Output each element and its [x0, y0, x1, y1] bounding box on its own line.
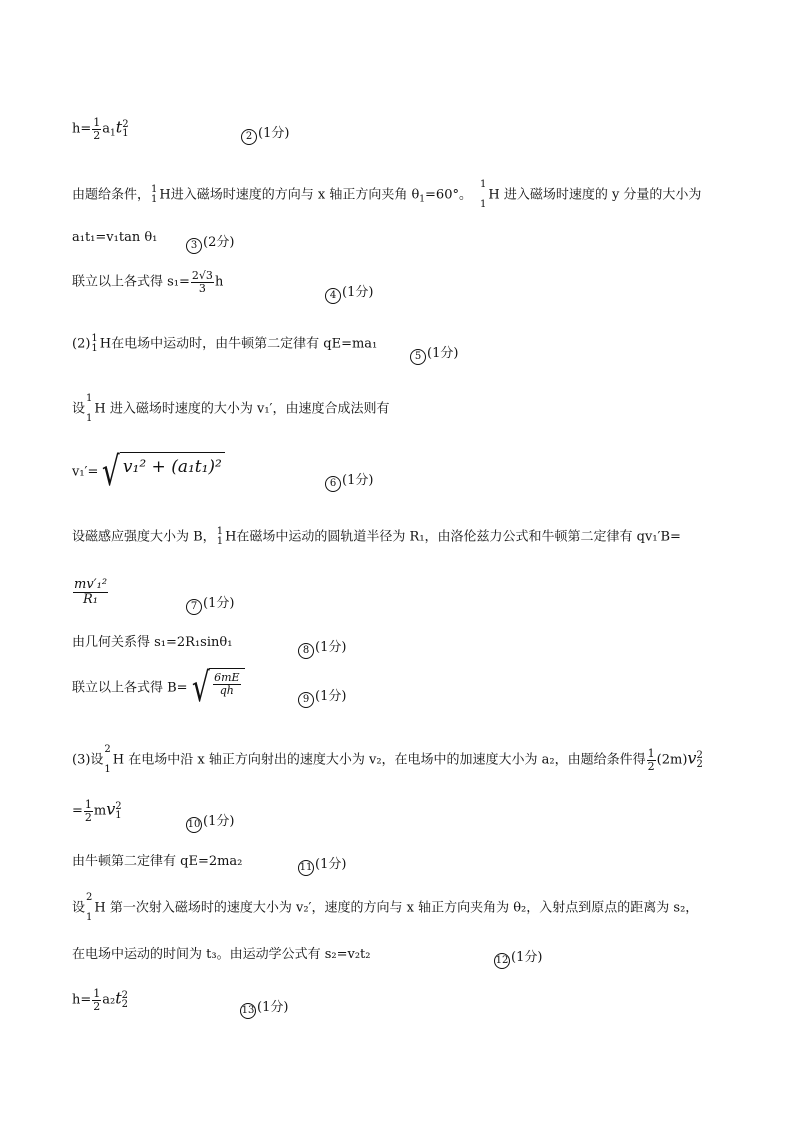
fraction-half: $\frac{1}{2}$ [84, 798, 92, 824]
score-mark-10: 10 (1分) [186, 810, 234, 833]
score-mark-7: 7 (1分) [186, 592, 234, 615]
eq-h-a1t1: h= $\frac{1}{2}$ $a_1t$ 2 1 [72, 116, 129, 142]
isotope-notation: 1 1 [86, 393, 93, 424]
score-mark-8: 8 (1分) [298, 636, 346, 659]
isotope-notation: 1 1 [479, 179, 487, 210]
isotope-notation: 2 1 [86, 892, 93, 923]
eq-s1-geometry: 由几何关系得 s₁=2R₁sinθ₁ [72, 635, 233, 650]
score-mark-9: 9 (1分) [298, 685, 346, 708]
fraction: $\frac{2√3}{3}$ [191, 269, 213, 295]
text-line-part2: (2) 1 1 H在电场中运动时，由牛顿第二定律有 qE=ma₁ [72, 333, 378, 354]
fraction-half: $\frac{1}{2}$ [93, 116, 101, 142]
fraction-half: $\frac{1}{2}$ [93, 987, 101, 1013]
text-line-time: 在电场中运动的时间为 t₃。由运动学公式有 s₂=v₂t₂ [72, 947, 371, 962]
eq-v1prime: v₁′= √ v₁² + (a₁t₁)² [72, 452, 225, 492]
fraction: $\frac{\text{mv′₁²}}{\text{R₁}}$ [74, 577, 108, 607]
score-mark-11: 11 (1分) [298, 853, 346, 876]
text-line-condition: 由题给条件， 1 1 H进入磁场时速度的方向与 x 轴正方向夹角 $\theta_1=60^\circ$。 1 1 H 进入磁场时速度的 y 分量的大小为 [72, 179, 702, 210]
score-mark-6: 6 (1分) [325, 469, 373, 492]
sqrt-expression: √ v₁² + (a₁t₁)² [98, 452, 224, 492]
score-mark-13: 13 (1分) [240, 996, 288, 1019]
score-mark-12: 12 (1分) [494, 946, 542, 969]
eq-mv2-r1 [72, 578, 109, 606]
sqrt-expression: √ $\frac{6mE}{qh}$ [188, 668, 245, 708]
isotope-notation: 1 1 [91, 333, 98, 354]
eq-qE-2ma2: 由牛顿第二定律有 qE=2ma₂ [72, 854, 243, 869]
fraction-half: $\frac{1}{2}$ [647, 746, 655, 773]
eq-half-mv1: = $\frac{1}{2}$ mv 2 1 [72, 798, 122, 824]
isotope-notation: 2 1 [104, 744, 111, 775]
score-mark-5: 5 (1分) [410, 342, 458, 365]
score-mark-3: 3 (2分) [186, 231, 234, 254]
isotope-notation: 1 1 [151, 184, 158, 205]
score-mark-2: 2 (1分) [241, 122, 289, 145]
eq-h-a2t2: h= $\frac{1}{2}$ a₂t 2 2 [72, 987, 129, 1013]
score-mark-4: 4 (1分) [325, 281, 373, 304]
eq-s1: 联立以上各式得 s₁= $\frac{2√3}{3}$ h [72, 269, 224, 295]
eq-B: 联立以上各式得 B= √ $\frac{6mE}{qh}$ [72, 668, 245, 708]
text-line-part3: (3)设 2 1 H 在电场中沿 x 轴正方向射出的速度大小为 v₂，在电场中的加速度大小为 a₂，由题给条件得 $\frac{1}{2}$ (2m)v 2 2 [72, 744, 703, 775]
text-line-v2prime: 设 2 1 H 第一次射入磁场时的速度大小为 v₂′，速度的方向与 x 轴正方向夹角为 θ₂，入射点到原点的距离为 s₂， [72, 892, 699, 923]
isotope-notation: 1 1 [216, 526, 224, 547]
eq-a1t1: a₁t₁=v₁tan θ₁ [72, 230, 158, 245]
text-line-v1prime: 设 1 1 H 进入磁场时速度的大小为 v₁′，由速度合成法则有 [72, 393, 390, 424]
text-line-lorentz: 设磁感应强度大小为 B， 1 1 H在磁场中运动的圆轨道半径为 R₁，由洛伦兹力公式和牛顿第二定律有 qv₁′B= [72, 526, 681, 547]
